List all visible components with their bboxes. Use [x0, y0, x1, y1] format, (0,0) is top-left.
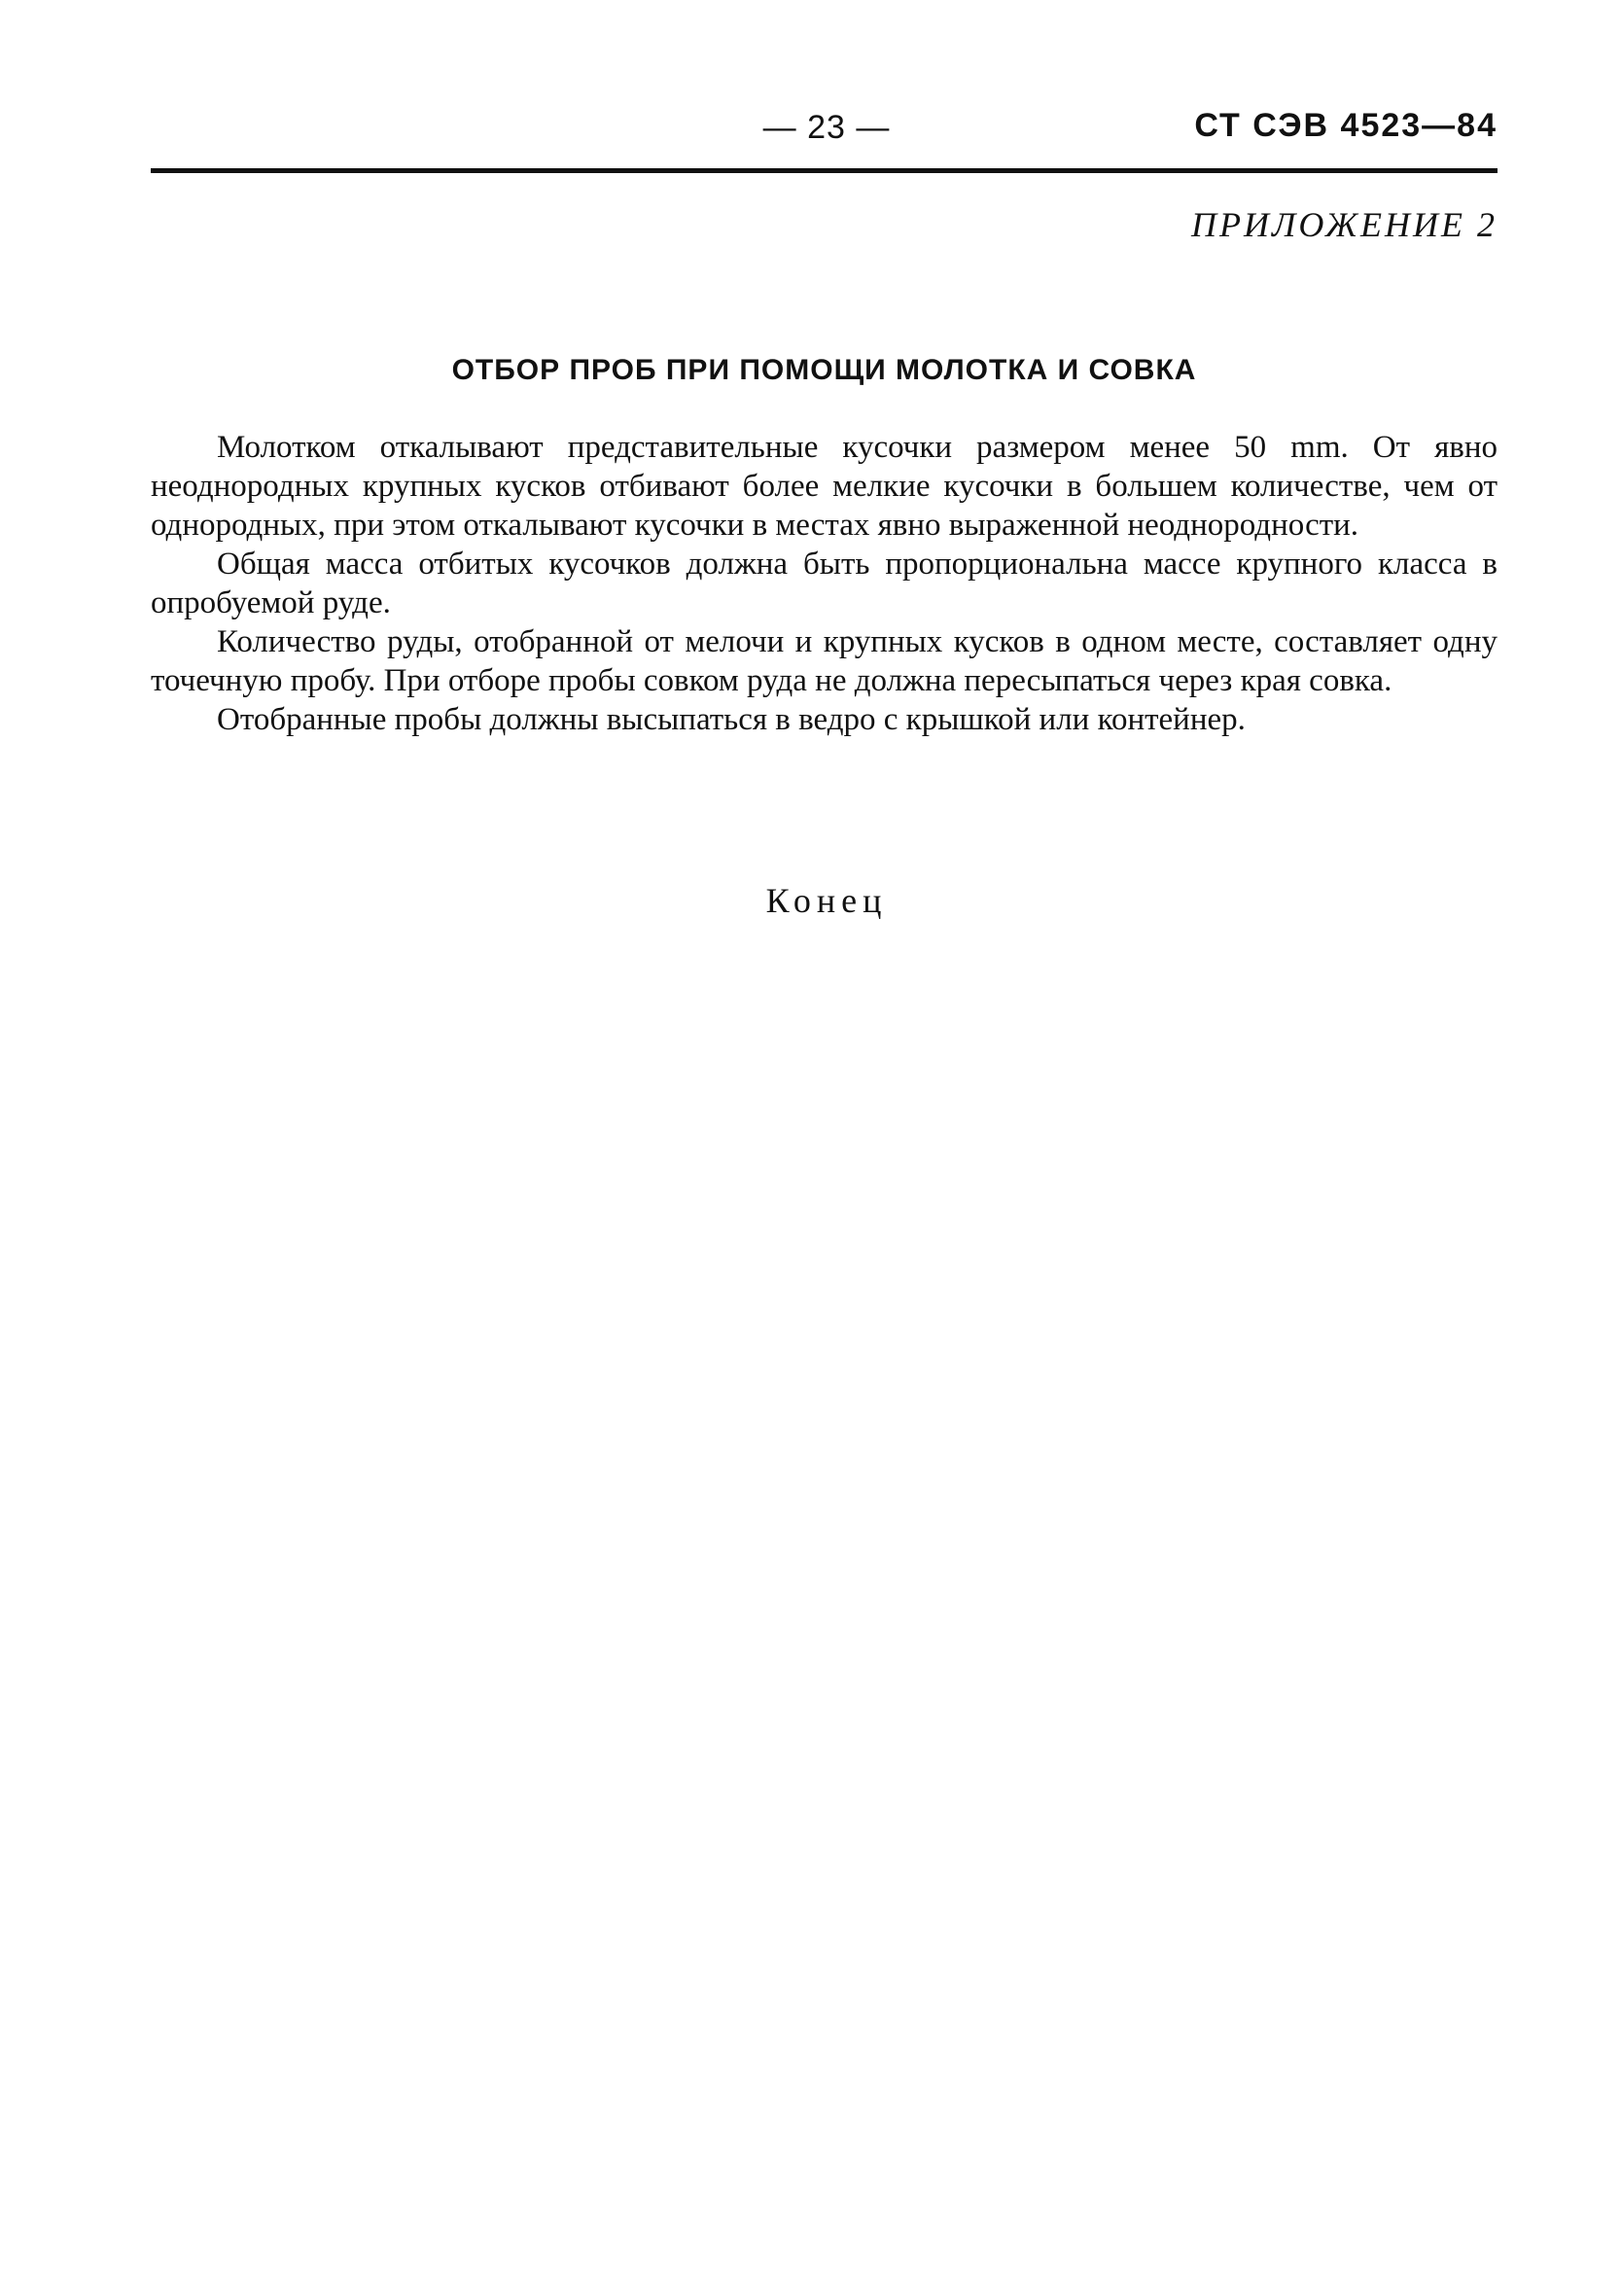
- paragraph-4: Отобранные пробы должны высыпаться в ведро с крышкой или контейнер.: [217, 702, 1246, 737]
- section-title: ОТБОР ПРОБ ПРИ ПОМОЩИ МОЛОТКА И СОВКА: [451, 354, 1197, 386]
- header-rule: [151, 168, 1498, 173]
- paragraph-1: Молотком откалывают представительные кусочки размером менее 50 mm. От явно неоднородных крупных кусков отбивают более мелкие кусочки в большем количестве, чем от однородных, при этом откалывают кусочки в местах явно выраженной неоднородности.: [151, 430, 1498, 543]
- appendix-label: ПРИЛОЖЕНИЕ 2: [1191, 205, 1498, 244]
- paragraph-3: Количество руды, отобранной от мелочи и крупных кусков в одном месте, составляет одну точечную пробу. При отборе пробы совком руда не должна пересыпаться через края совка.: [151, 624, 1498, 698]
- page-number: — 23 —: [762, 109, 891, 146]
- paragraph-2: Общая масса отбитых кусочков должна быть пропорциональна массе крупного класса в опробуемой руде.: [151, 547, 1498, 620]
- standard-code: СТ СЭВ 4523—84: [1194, 107, 1498, 144]
- end-mark: Конец: [765, 881, 888, 920]
- body-text: [151, 428, 1498, 739]
